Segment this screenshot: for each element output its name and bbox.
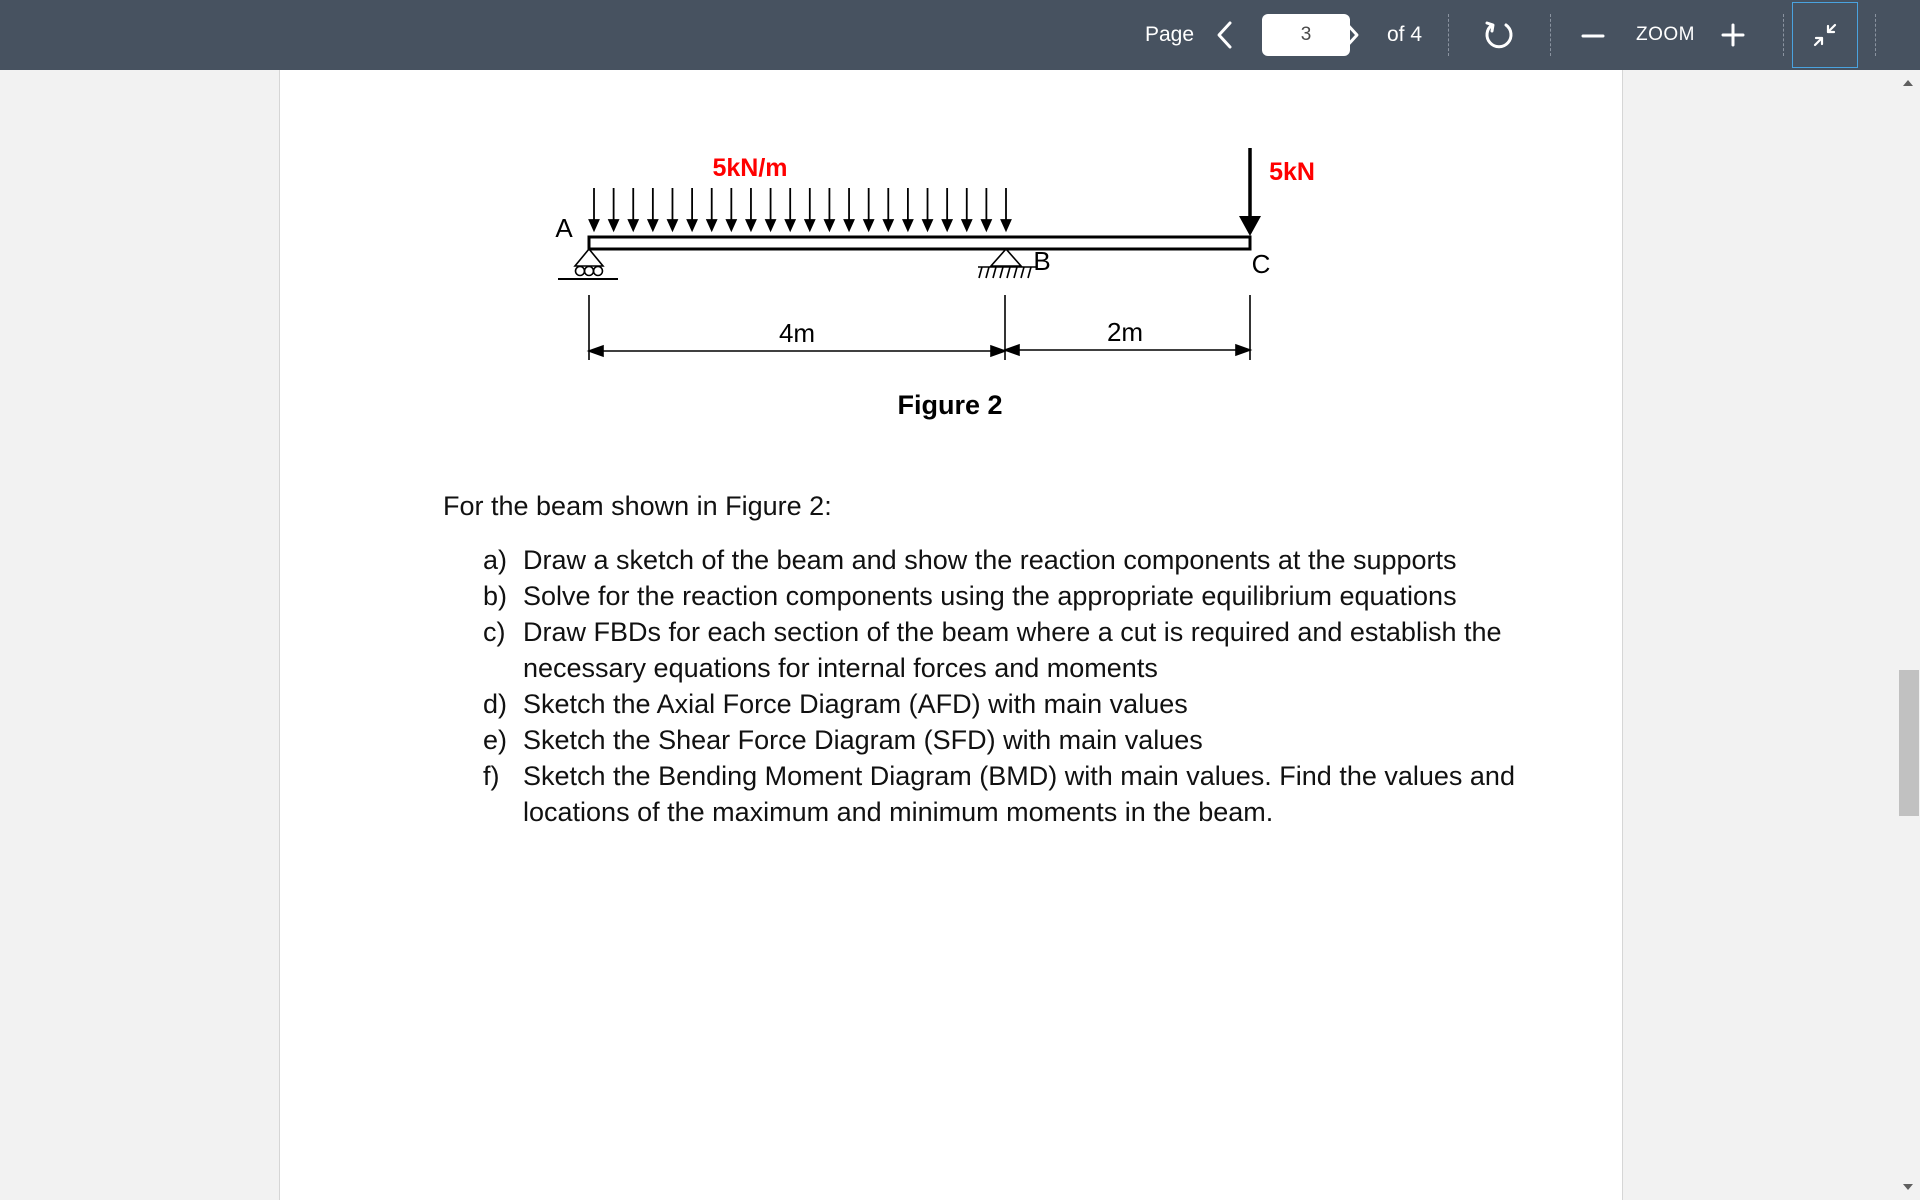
page-count-label: of 4 (1387, 23, 1423, 46)
item-text: Sketch the Axial Force Diagram (AFD) with main values (523, 689, 1188, 719)
chevron-left-icon (1214, 20, 1236, 50)
span-bc-label: 2m (1106, 317, 1144, 347)
beam (589, 237, 1250, 249)
udl-arrow-head (923, 220, 932, 230)
item-label: a) (483, 545, 508, 575)
question-item (443, 722, 1543, 758)
udl-arrow-head (648, 220, 657, 230)
item-text: Draw FBDs for each section of the beam where a cut is required and establish the necessary equations for internal forces and moments (523, 617, 1502, 683)
vertical-scrollbar[interactable] (1896, 70, 1920, 1200)
question-item (443, 542, 1543, 578)
udl-arrow-head (962, 220, 971, 230)
udl-arrow-head (903, 220, 912, 230)
udl-arrow-head (805, 220, 814, 230)
point-load-label: 5kN (1269, 158, 1315, 186)
next-page-button[interactable] (1326, 10, 1376, 60)
scroll-up-arrow[interactable] (1903, 80, 1913, 86)
label-b: B (1033, 246, 1051, 276)
udl-arrow-head (688, 220, 697, 230)
chevron-right-icon (1340, 20, 1362, 50)
question-list (443, 542, 1543, 830)
udl-arrow-head (590, 220, 599, 230)
point-load-arrow (1239, 148, 1261, 236)
beam-figure (280, 70, 1622, 470)
label-c: C (1251, 249, 1271, 279)
figure-caption: Figure 2 (897, 390, 1003, 420)
page-label: Page (1145, 23, 1195, 46)
rotate-icon (1482, 18, 1516, 52)
question-intro: For the beam shown in Figure 2: (443, 491, 832, 521)
item-label: c) (483, 617, 506, 647)
udl-arrow-head (825, 220, 834, 230)
dimension-lines (589, 295, 1250, 360)
roller-support-a (558, 249, 618, 279)
udl-arrow-head (943, 220, 952, 230)
udl-arrow-head (609, 220, 618, 230)
toolbar-separator (1550, 14, 1551, 56)
pdf-toolbar (0, 0, 1920, 70)
udl-arrow-head (668, 220, 677, 230)
udl-arrow-head (884, 220, 893, 230)
zoom-in-button[interactable] (1708, 10, 1758, 60)
udl-arrow-head (982, 220, 991, 230)
udl-arrow-head (727, 220, 736, 230)
item-label: b) (483, 581, 508, 611)
zoom-label: ZOOM (1636, 24, 1695, 45)
distributed-load-label: 5kN/m (712, 154, 788, 182)
pdf-page (279, 70, 1623, 1200)
item-text: Solve for the reaction components using the appropriate equilibrium equations (523, 581, 1457, 611)
item-label: d) (483, 689, 508, 719)
item-text: Sketch the Bending Moment Diagram (BMD) with main values. Find the values and locations of the maximum and minimum moments in the beam. (523, 761, 1515, 827)
item-label: f) (483, 761, 500, 791)
question-item (443, 614, 1543, 686)
udl-arrow-head (746, 220, 755, 230)
label-a: A (555, 213, 573, 243)
question-block (443, 488, 1543, 830)
minus-icon (1580, 22, 1606, 48)
question-item (443, 686, 1543, 722)
toolbar-separator (1783, 14, 1784, 56)
previous-page-button[interactable] (1200, 10, 1250, 60)
question-item (443, 578, 1543, 614)
udl-arrow-head (766, 220, 775, 230)
scroll-down-arrow[interactable] (1903, 1184, 1913, 1190)
scroll-thumb[interactable] (1899, 670, 1919, 816)
udl-arrow-head (864, 220, 873, 230)
document-viewer (0, 70, 1920, 1200)
distributed-load-arrows (590, 188, 1011, 230)
zoom-out-button[interactable] (1568, 10, 1618, 60)
udl-arrow-head (629, 220, 638, 230)
item-label: e) (483, 725, 508, 755)
udl-arrow-head (707, 220, 716, 230)
udl-arrow-head (786, 220, 795, 230)
item-text: Draw a sketch of the beam and show the reaction components at the supports (523, 545, 1457, 575)
item-text: Sketch the Shear Force Diagram (SFD) with main values (523, 725, 1203, 755)
toolbar-separator (1448, 14, 1449, 56)
pin-support-b (978, 249, 1036, 278)
udl-arrow-head (1002, 220, 1011, 230)
udl-arrow-head (845, 220, 854, 230)
span-ab-label: 4m (778, 318, 816, 348)
exit-fullscreen-button[interactable] (1792, 2, 1858, 68)
toolbar-separator (1875, 14, 1876, 56)
plus-icon (1720, 22, 1746, 48)
rotate-button[interactable] (1474, 10, 1524, 60)
question-item (443, 758, 1543, 830)
collapse-icon (1810, 20, 1840, 50)
